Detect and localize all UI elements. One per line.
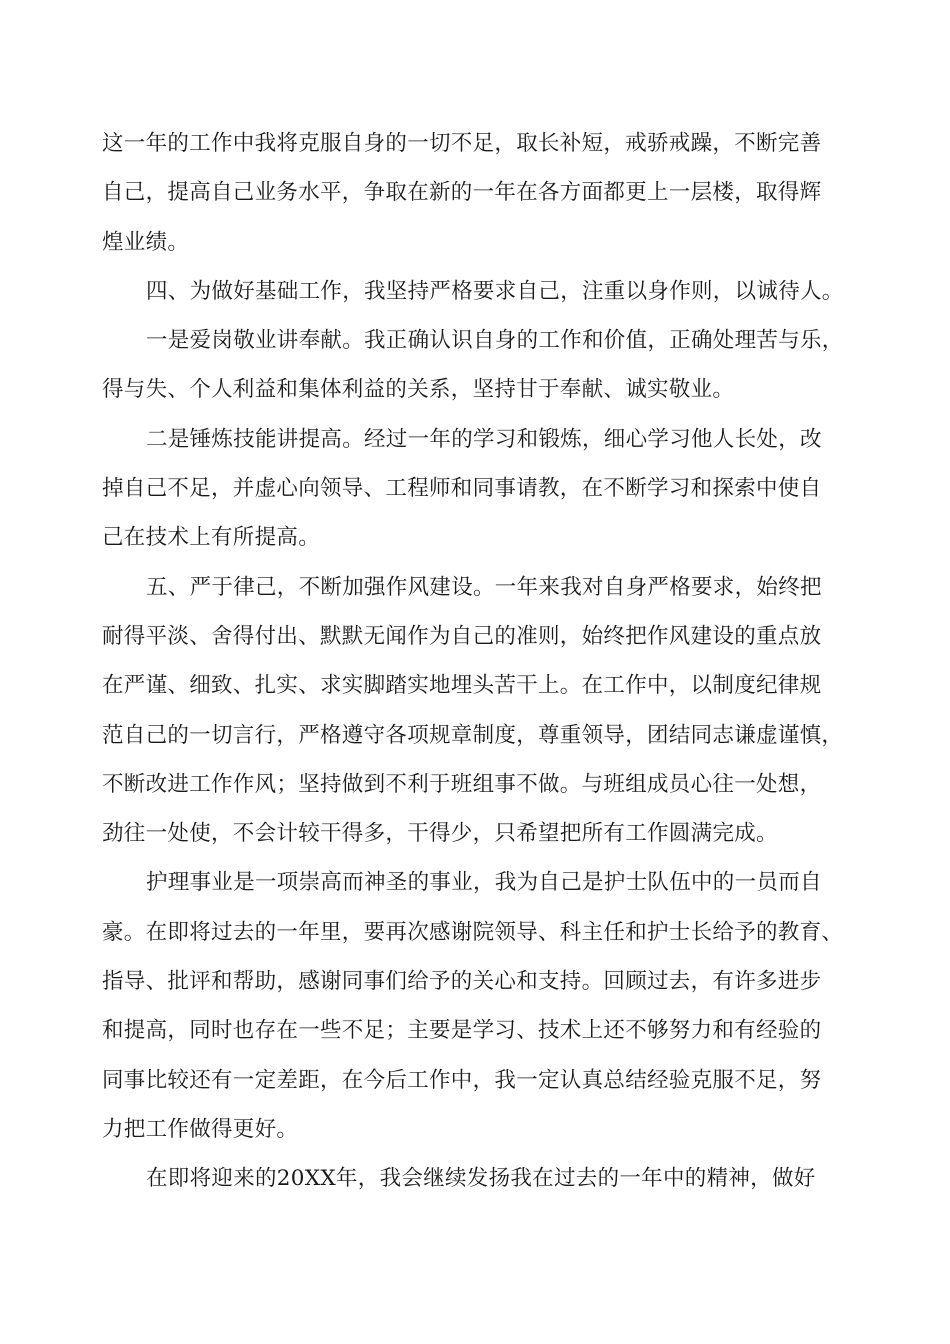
text-line: 己在技术上有所提高。 — [102, 525, 321, 551]
document-body — [102, 119, 850, 1204]
text-line: 这一年的工作中我将克服自身的一切不足，取长补短，戒骄戒躁，不断完善 — [102, 131, 822, 156]
paragraph-start-line: 四、为做好基础工作，我坚持严格要求自己，注重以身作则，以诚待人。 — [146, 278, 844, 304]
text-line: 指导、批评和帮助，感谢同事们给予的关心和支持。回顾过去，有许多进步 — [102, 969, 822, 995]
text-line: 得与失、个人利益和集体利益的关系，坚持甘于奉献、诚实敬业。 — [102, 377, 735, 403]
text-line: 耐得平淡、舍得付出、默默无闻作为自己的准则，始终把作风建设的重点放 — [102, 623, 822, 649]
text-line: 同事比较还有一定差距，在今后工作中，我一定认真总结经验克服不足，努 — [102, 1067, 822, 1093]
paragraph-start-line: 五、严于律己，不断加强作风建设。一年来我对自身严格要求，始终把 — [146, 574, 822, 600]
paragraph-start-line: 一是爱岗敬业讲奉献。我正确认识自身的工作和价值，正确处理苦与乐， — [146, 328, 844, 354]
text-line: 煌业绩。 — [102, 229, 190, 255]
text-line: 豪。在即将过去的一年里，要再次感谢院领导、科主任和护士长给予的教育、 — [102, 919, 844, 945]
text-line: 自己，提高自己业务水平，争取在新的一年在各方面都更上一层楼，取得辉 — [102, 180, 822, 206]
text-line: 劲往一处使，不会计较干得多，干得少，只希望把所有工作圆满完成。 — [102, 821, 778, 847]
text-line: 不断改进工作作风；坚持做到不利于班组事不做。与班组成员心往一处想， — [102, 771, 822, 797]
paragraph-start-line: 护理事业是一项崇高而神圣的事业，我为自己是护士队伍中的一员而自 — [146, 870, 822, 896]
paragraph-start-line: 在即将迎来的20XX年，我会继续发扬我在过去的一年中的精神，做好 — [146, 1166, 816, 1192]
text-line: 在严谨、细致、扎实、求实脚踏实地埋头苦干上。在工作中，以制度纪律规 — [102, 673, 822, 699]
text-line: 掉自己不足，并虚心向领导、工程师和同事请教，在不断学习和探索中使自 — [102, 476, 822, 502]
text-line: 范自己的一切言行，严格遵守各项规章制度，尊重领导，团结同志谦虚谨慎， — [102, 722, 844, 748]
paragraph-start-line: 二是锤炼技能讲提高。经过一年的学习和锻炼，细心学习他人长处，改 — [146, 426, 822, 452]
text-line: 力把工作做得更好。 — [102, 1116, 299, 1142]
text-line: 和提高，同时也存在一些不足；主要是学习、技术上还不够努力和有经验的 — [102, 1018, 822, 1044]
